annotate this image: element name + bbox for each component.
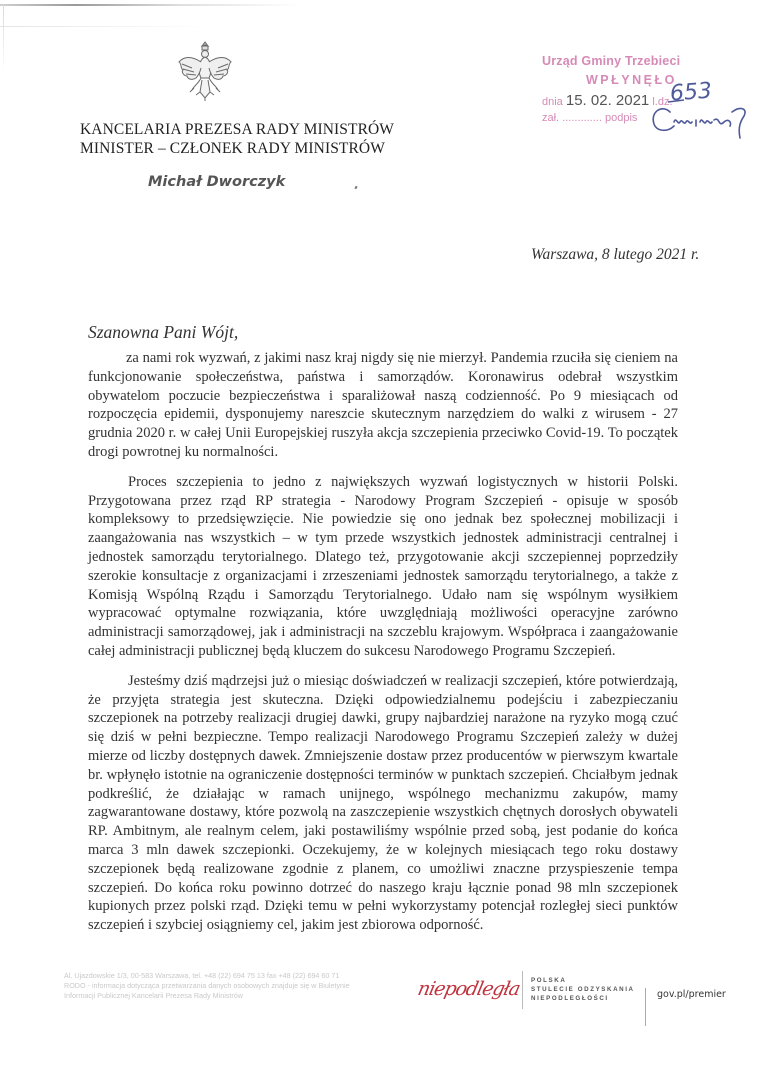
paragraph: za nami rok wyzwań, z jakimi nasz kraj nigdy się nie mierzył. Pandemia rzuciła się cieniem na funkcjonowanie społeczeństwa, państwa i samorządów. Koronawirus odebrał wszystkim obywatelom poczucie bezpieczeństwa i sparaliżował naszą codzienność. Po 9 miesiącach od rozpoczęcia epidemii, dysponujemy nareszcie skutecznym narzędziem do walki z wirusem - 27 grudnia 2020 r. w całej Unii Europejskiej ruszyła akcja szczepienia przeciwko Covid-19. To początek drogi powrotnej ku normalności. bbox=[88, 350, 678, 460]
paragraph: Jesteśmy dziś mądrzejsi już o miesiąc doświadczeń w realizacji szczepień, które potwierdzają, że przyjęta strategia jest skuteczna. Dzięki odpowiedzialnemu podejściu i zabezpieczaniu szczepionek na potrzeby realizacji drugiej dawki, grupy najbardziej narażone na ryzyko mogą czuć się dziś w pełni bezpieczne. Tempo realizacji Narodowego Programu Szczepień zależy w dużej mierze od liczby dostępnych dawek. Zmniejszenie dostaw przez producentów w pierwszym kwartale br. wpłynęło istotnie na ograniczenie dostępności terminów w punktach szczepień. Chciałbym jednak podkreślić, że działając w ramach unijnego, wspólnego mechanizmu zakupów, mamy zagwarantowane dostawy, które pozwolą na zaszczepienie wszystkich chętnych dorosłych obywateli RP. Ambitnym, ale realnym celem, jaki postawiliśmy wspólnie przed sobą, jest podanie do końca marca 3 mln dawek szczepionki. Oczekujemy, że w kolejnych miesiącach tego roku dostawy szczepionek będą realizowane zgodnie z planem, co umożliwi znaczne przyspieszenie tempa szczepień. Do końca roku powinno dotrzeć do naszego kraju łącznie ponad 98 mln szczepionek kupionych przez polski rząd. Dzięki temu w pełni wykorzystamy potencjał rozległej sieci punktów szczepień i szybciej osiągniemy cel, jakim jest zbiorowa odporność. bbox=[88, 672, 678, 934]
footer-divider bbox=[522, 971, 523, 1009]
eagle-emblem-icon bbox=[176, 38, 234, 102]
scan-speck bbox=[354, 186, 357, 190]
stamp-attachments-label: zał. ............. bbox=[542, 112, 602, 124]
minister-name: Michał Dworczyk bbox=[148, 174, 286, 190]
gdpr-line: Informacji Publicznej Kancelarii Prezesa Rady Ministrów bbox=[64, 991, 243, 1000]
minister-title: MINISTER – CZŁONEK RADY MINISTRÓW bbox=[80, 140, 385, 157]
stamp-signature-label: podpis bbox=[604, 112, 638, 124]
centenary-logo-text bbox=[531, 976, 635, 1003]
stamp-reg-label: l.dz. bbox=[652, 96, 673, 108]
paragraph: Proces szczepienia to jedno z największych wyzwań logistycznych w historii Polski. Przygotowana przez rząd RP strategia - Narodowy Program Szczepień - opisuje w sposób kompleksowy to przedsięwzięcie. Nie powiedzie się ono jednak bez społecznej mobilizacji i zaangażowania nas wszystkich – w tym przede wszystkich jednostek administracji centralnej i jednostek samorządu terytorialnego. Dlatego też, przygotowanie akcji szczepiennej poprzedziły szerokie konsultacje z organizacjami i zrzeszeniami jednostek samorządu terytorialnego, a także z Komisją Wspólną Rządu i Samorządu Terytorialnego. Udało nam się wspólnym wysiłkiem wypracować optymalne rozwiązania, które uwzględniają możliwości operacyjne zarówno administracji samorządowej, jak i administracji na szczeblu krajowym. Współpraca i zaangażowanie całej administracji publicznej będą kluczem do sukcesu Narodowego Programu Szczepień. bbox=[88, 473, 678, 659]
scan-edge bbox=[0, 4, 300, 6]
organization-name: KANCELARIA PREZESA RADY MINISTRÓW bbox=[80, 121, 395, 138]
footer-address bbox=[64, 971, 394, 1001]
letterhead bbox=[80, 120, 395, 158]
received-stamp bbox=[530, 50, 764, 140]
letter-body bbox=[88, 349, 678, 946]
centenary-line: NIEPODLEGŁOŚCI bbox=[531, 995, 609, 1002]
stamp-date: 15. 02. 2021 bbox=[565, 92, 650, 109]
address-line: Al. Ujazdowskie 1/3, 00-583 Warszawa, tel. +48 (22) 694 75 13 fax +48 (22) 694 60 71 bbox=[64, 971, 340, 980]
letter-date: Warszawa, 8 lutego 2021 r. bbox=[531, 246, 700, 263]
salutation: Szanowna Pani Wójt, bbox=[88, 322, 239, 342]
footer-url-link[interactable]: gov.pl/premier bbox=[657, 989, 726, 1000]
scan-edge bbox=[3, 4, 4, 74]
stamp-status: WPŁYNĘŁO bbox=[586, 73, 677, 87]
stamp-office: Urząd Gminy Trzebieci bbox=[542, 54, 681, 68]
stamp-reg-number: 653 bbox=[669, 78, 713, 107]
centenary-line: STULECIE ODZYSKANIA bbox=[531, 986, 635, 993]
niepodlegla-logo: niepodległa bbox=[415, 978, 522, 1000]
gdpr-line: RODO - informacja dotycząca przetwarzania danych osobowych znajduje się w Biuletynie bbox=[64, 981, 350, 990]
scan-edge bbox=[0, 26, 210, 27]
stamp-date-prefix: dnia bbox=[542, 96, 563, 108]
stamp-attachments-row bbox=[542, 112, 637, 124]
centenary-line: POLSKA bbox=[531, 977, 567, 984]
footer-divider bbox=[645, 988, 646, 1026]
handwritten-signature-icon bbox=[648, 98, 764, 142]
